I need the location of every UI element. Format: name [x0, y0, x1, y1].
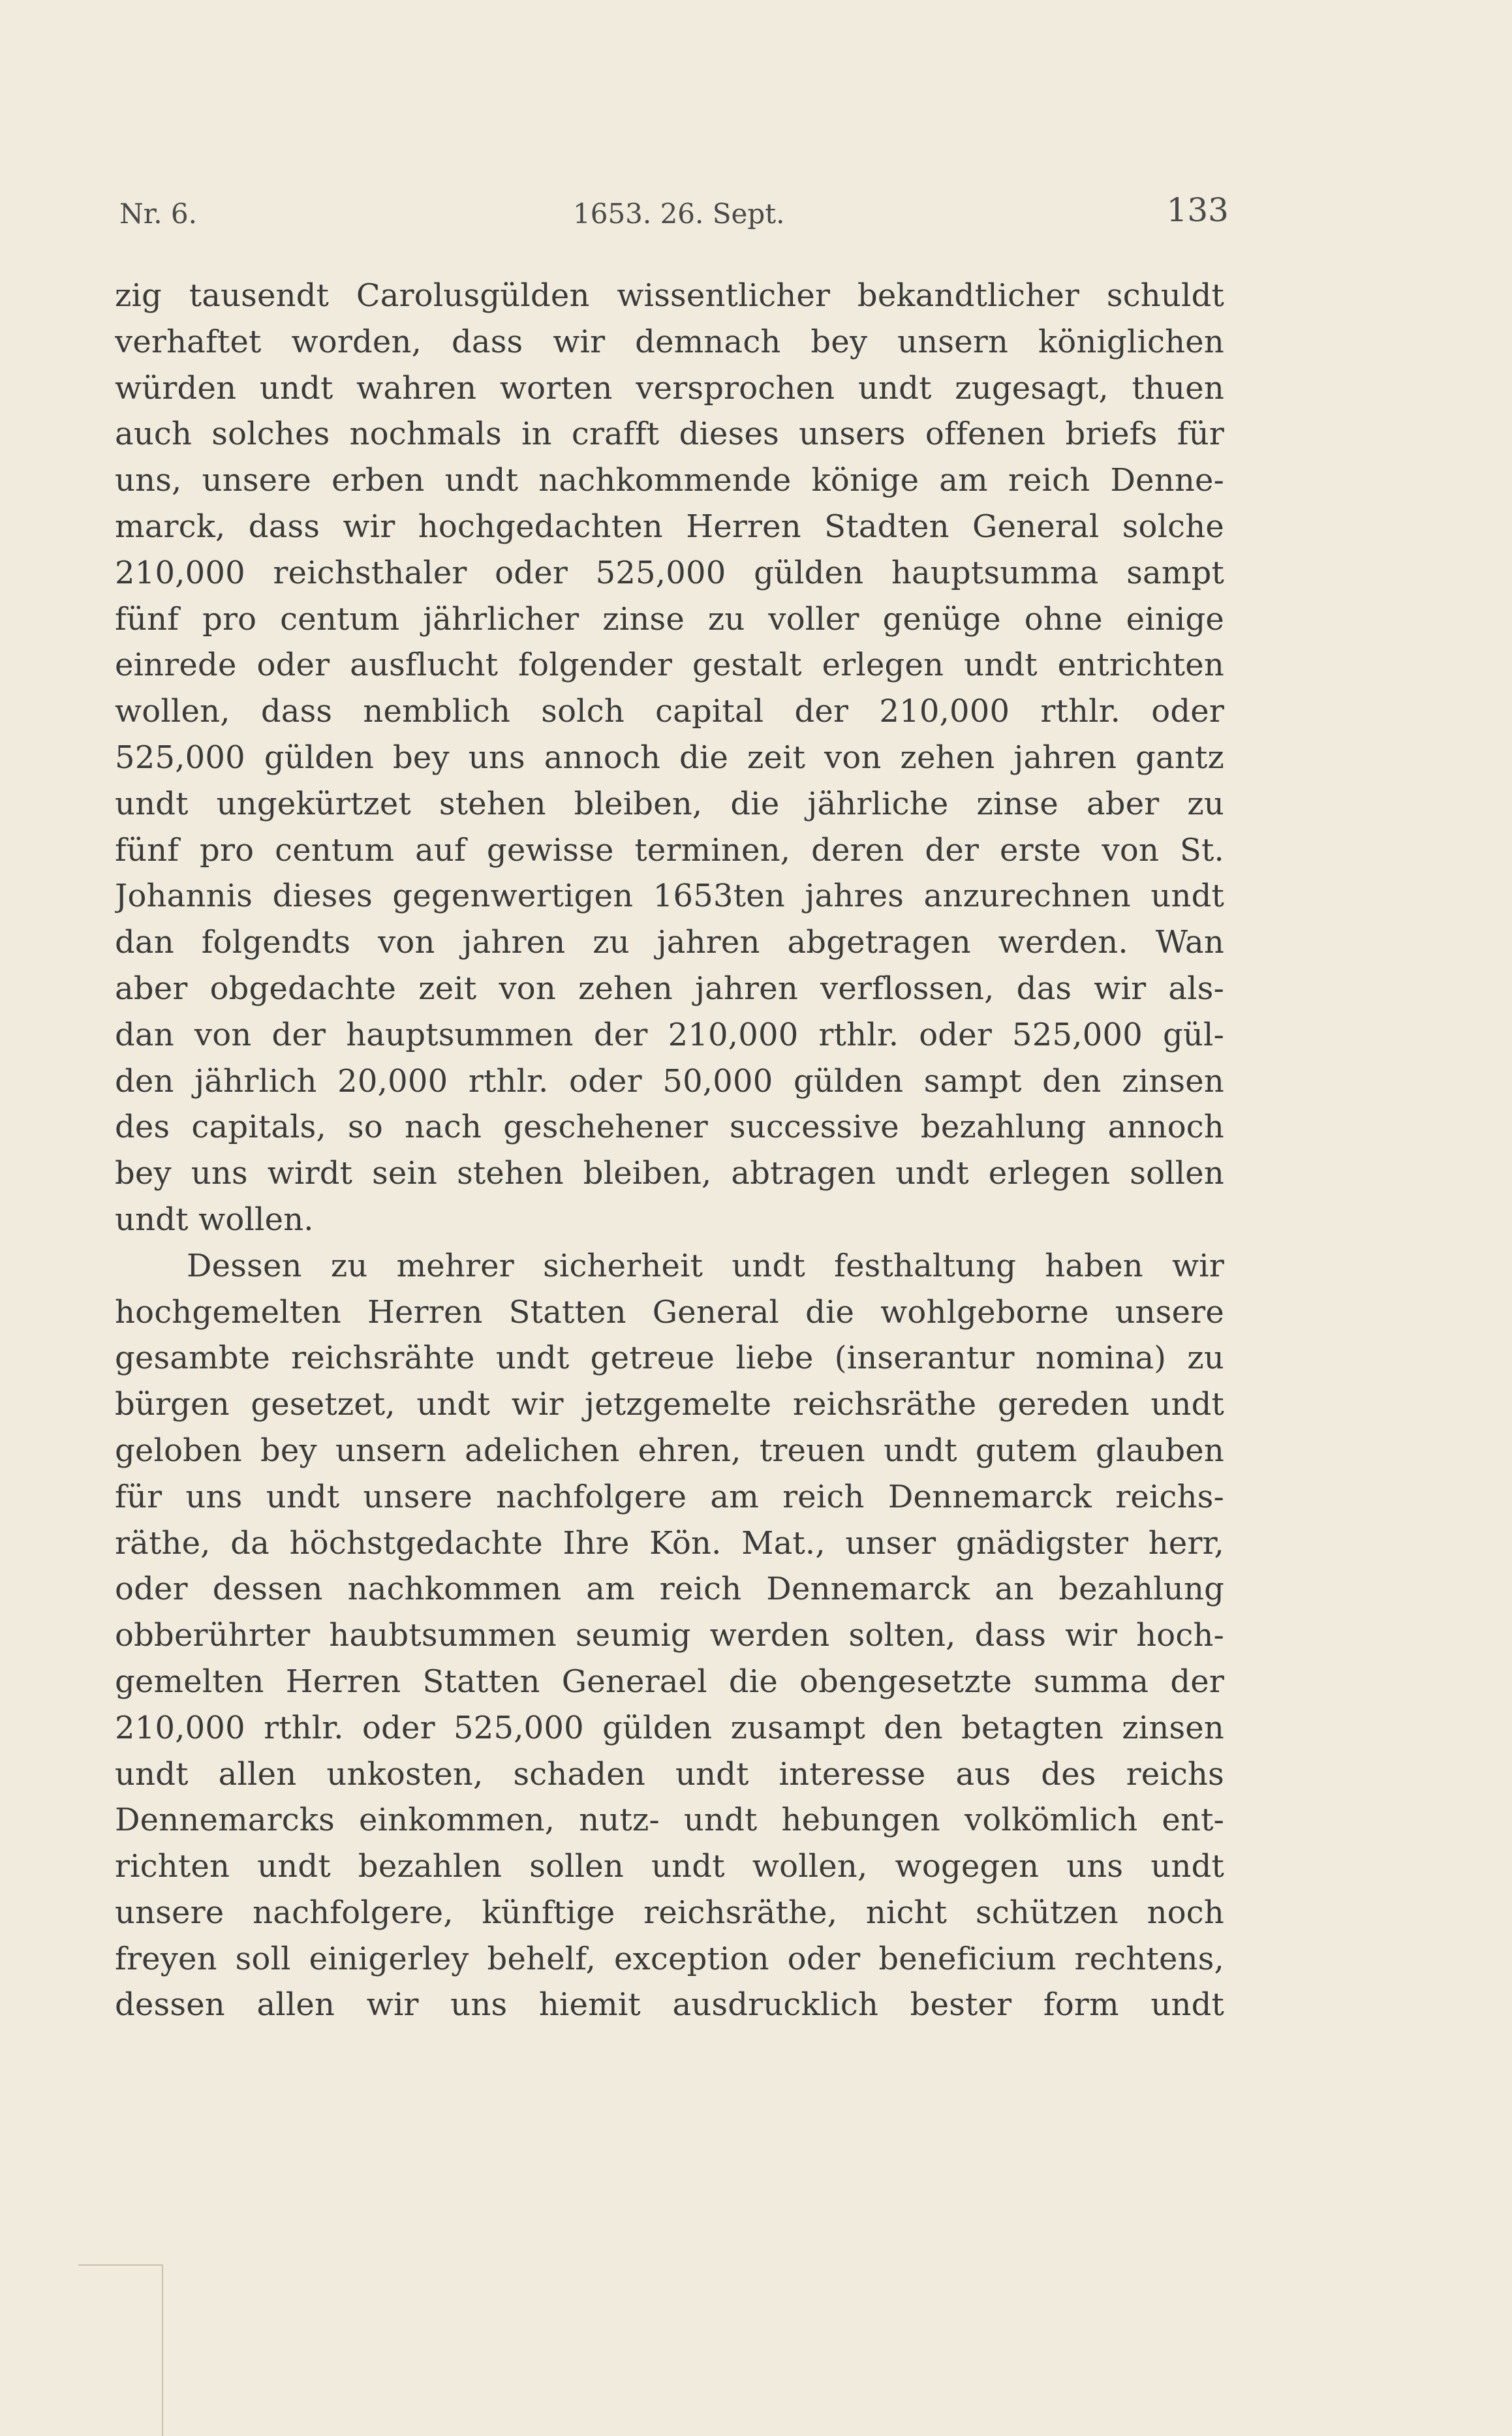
- text-line: uns, unsere erben undt nachkommende könige am reich Denne-: [115, 462, 1224, 499]
- text-line: den jährlich 20,000 rthlr. oder 50,000 gülden sampt den zinsen: [115, 1062, 1224, 1100]
- text-line: bey uns wirdt sein stehen bleiben, abtragen undt erlegen sollen: [115, 1155, 1224, 1192]
- page-number: 133: [1166, 191, 1229, 229]
- text-line: würden undt wahren worten versprochen undt zugesagt, thuen: [115, 369, 1224, 407]
- text-line: dan folgendts von jahren zu jahren abgetragen werden. Wan: [115, 924, 1224, 961]
- text-line: freyen soll einigerley behelf, exception oder beneficium rechtens,: [115, 1940, 1224, 1977]
- text-line: 525,000 gülden bey uns annoch die zeit von zehen jahren gantz: [115, 739, 1224, 776]
- page-header: [119, 191, 1229, 243]
- text-line: räthe, da höchstgedachte Ihre Kön. Mat., unser gnädigster herr,: [115, 1524, 1224, 1562]
- document-number: Nr. 6.: [119, 198, 197, 230]
- text-line: obberührter haubtsummen seumig werden solten, dass wir hoch-: [115, 1617, 1224, 1654]
- text-line: Johannis dieses gegenwertigen 1653ten jahres anzurechnen undt: [115, 878, 1224, 915]
- text-line: 210,000 reichsthaler oder 525,000 gülden hauptsumma sampt: [115, 554, 1224, 591]
- text-line: hochgemelten Herren Statten General die wohlgeborne unsere: [115, 1293, 1224, 1331]
- document-date: 1653. 26. Sept.: [573, 198, 785, 230]
- text-line: einrede oder ausflucht folgender gestalt erlegen undt entrichten: [115, 647, 1224, 684]
- text-line: geloben bey unsern adelichen ehren, treuen undt gutem glauben: [115, 1432, 1224, 1469]
- text-line: aber obgedachte zeit von zehen jahren verflossen, das wir als-: [115, 970, 1224, 1007]
- text-line: undt allen unkosten, schaden undt interesse aus des reichs: [115, 1755, 1224, 1793]
- text-line: Dessen zu mehrer sicherheit undt festhaltung haben wir: [187, 1247, 1224, 1284]
- text-line: verhaftet worden, dass wir demnach bey unsern königlichen: [115, 323, 1224, 360]
- scan-edge-mark: [78, 2264, 163, 2266]
- text-line: undt wollen.: [115, 1201, 314, 1238]
- text-line: des capitals, so nach geschehener successive bezahlung annoch: [115, 1109, 1224, 1146]
- text-line: unsere nachfolgere, künftige reichsräthe, nicht schützen noch: [115, 1894, 1224, 1931]
- text-line: oder dessen nachkommen am reich Dennemarck an bezahlung: [115, 1571, 1224, 1608]
- text-line: gesambte reichsrähte undt getreue liebe (inserantur nomina) zu: [115, 1340, 1224, 1377]
- text-line: wollen, dass nemblich solch capital der 210,000 rthlr. oder: [115, 693, 1224, 730]
- text-line: dan von der hauptsummen der 210,000 rthlr. oder 525,000 gül-: [115, 1016, 1224, 1053]
- text-line: auch solches nochmals in crafft dieses unsers offenen briefs für: [115, 416, 1224, 453]
- text-line: gemelten Herren Statten Generael die obengesetzte summa der: [115, 1663, 1224, 1700]
- text-line: marck, dass wir hochgedachten Herren Stadten General solche: [115, 508, 1224, 545]
- text-line: zig tausendt Carolusgülden wissentlicher bekandtlicher schuldt: [115, 277, 1224, 314]
- text-line: dessen allen wir uns hiemit ausdrucklich bester form undt: [115, 1986, 1224, 2024]
- text-line: Dennemarcks einkommen, nutz- undt hebungen volkömlich ent-: [115, 1802, 1224, 1839]
- text-line: für uns undt unsere nachfolgere am reich Dennemarck reichs-: [115, 1478, 1224, 1515]
- text-line: bürgen gesetzet, undt wir jetzgemelte reichsräthe gereden undt: [115, 1386, 1224, 1423]
- text-line: richten undt bezahlen sollen undt wollen, wogegen uns undt: [115, 1848, 1224, 1885]
- text-line: fünf pro centum jährlicher zinse zu voller genüge ohne einige: [115, 600, 1224, 638]
- text-line: 210,000 rthlr. oder 525,000 gülden zusampt den betagten zinsen: [115, 1709, 1224, 1746]
- scan-edge-mark-vertical: [162, 2264, 163, 2436]
- text-line: undt ungekürtzet stehen bleiben, die jährliche zinse aber zu: [115, 785, 1224, 822]
- text-line: fünf pro centum auf gewisse terminen, deren der erste von St.: [115, 831, 1224, 869]
- text-body: [115, 273, 1224, 2028]
